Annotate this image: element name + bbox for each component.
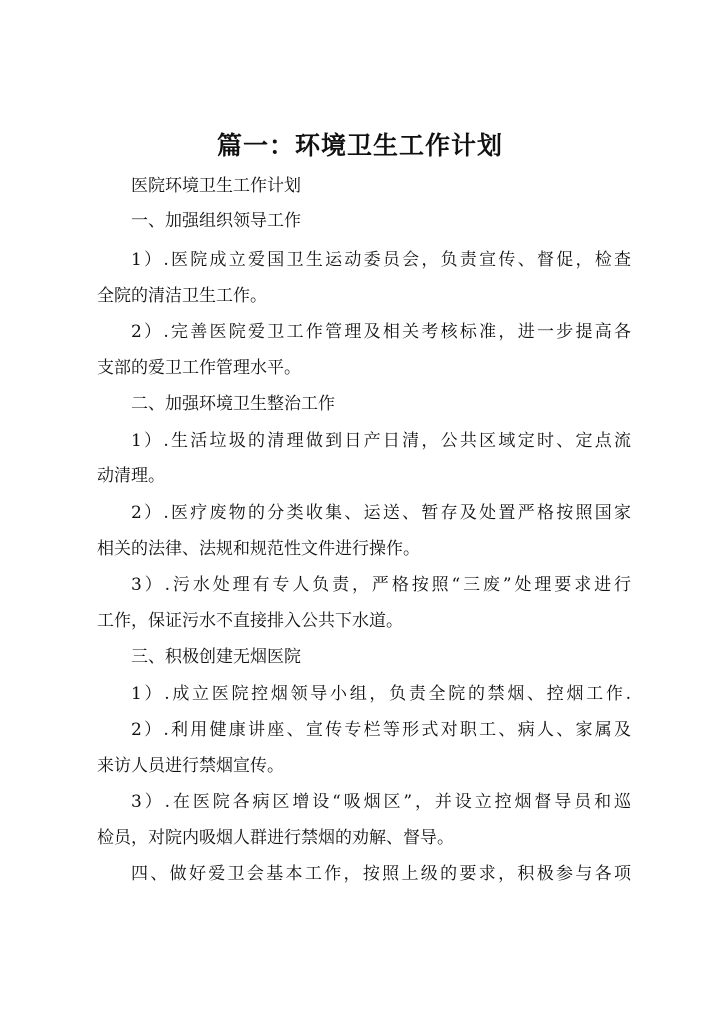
- paragraph-line: 1）.医院成立爱国卫生运动委员会，负责宣传、督促，检查: [131, 250, 631, 270]
- paragraph-line: 检员，对院内吸烟人群进行禁烟的劝解、督导。: [97, 828, 454, 848]
- section-heading-2: 二、加强环境卫生整治工作: [131, 394, 335, 414]
- paragraph-line: 3）.污水处理有专人负责，严格按照“三废”处理要求进行: [131, 575, 631, 595]
- paragraph-line: 相关的法律、法规和规范性文件进行操作。: [97, 539, 420, 559]
- paragraph-line: 全院的清洁卫生工作。: [97, 286, 267, 306]
- paragraph-line: 支部的爱卫工作管理水平。: [97, 358, 301, 378]
- subtitle-line: 医院环境卫生工作计划: [131, 176, 301, 196]
- paragraph-line: 1）.成立医院控烟领导小组，负责全院的禁烟、控烟工作.: [131, 684, 631, 704]
- paragraph-line: 2）.完善医院爱卫工作管理及相关考核标准，进一步提高各: [131, 322, 631, 342]
- paragraph-line: 1）.生活垃圾的清理做到日产日清，公共区域定时、定点流: [131, 431, 631, 451]
- section-heading-3: 三、积极创建无烟医院: [131, 647, 301, 667]
- paragraph-line: 来访人员进行禁烟宣传。: [97, 756, 284, 776]
- section-heading-4: 四、做好爱卫会基本工作，按照上级的要求，积极参与各项: [131, 864, 631, 884]
- section-heading-1: 一、加强组织领导工作: [131, 211, 301, 231]
- paragraph-line: 工作，保证污水不直接排入公共下水道。: [97, 611, 403, 631]
- paragraph-line: 动清理。: [97, 466, 165, 486]
- paragraph-line: 3）.在医院各病区增设“吸烟区”，并设立控烟督导员和巡: [131, 792, 631, 812]
- paragraph-line: 2）.利用健康讲座、宣传专栏等形式对职工、病人、家属及: [131, 720, 631, 740]
- paragraph-line: 2）.医疗废物的分类收集、运送、暂存及处置严格按照国家: [131, 503, 631, 523]
- document-title: 篇一：环境卫生工作计划: [216, 131, 503, 160]
